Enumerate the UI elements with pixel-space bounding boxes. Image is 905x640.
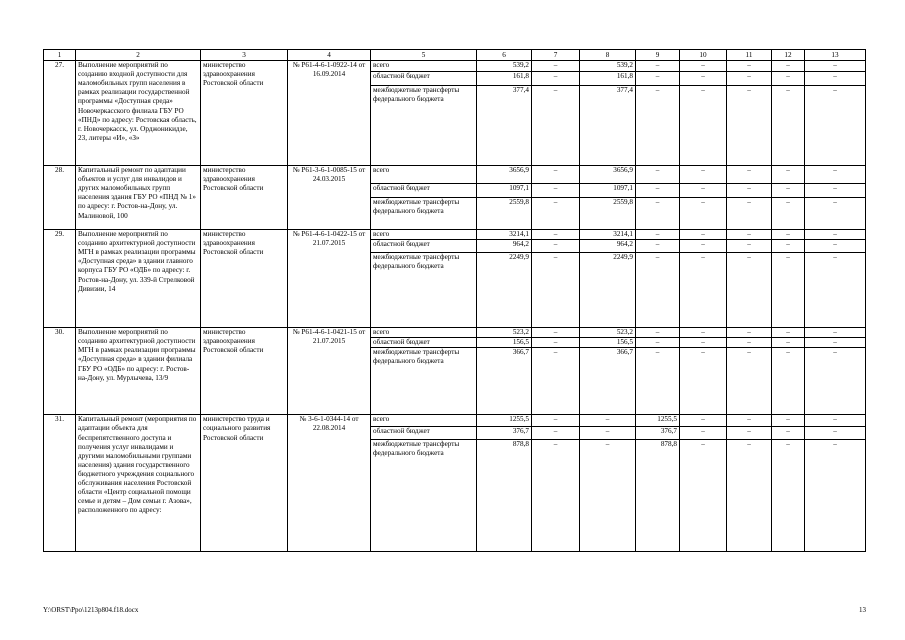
- amount-cell: 964,2: [580, 240, 636, 253]
- header-cell: 10: [680, 50, 727, 61]
- amount-cell: –: [805, 328, 866, 338]
- header-cell: 4: [288, 50, 371, 61]
- row-ministry: министерство здравоохранения Ростовской области: [201, 61, 288, 166]
- amount-cell: –: [805, 198, 866, 230]
- row-number: 29.: [44, 230, 76, 328]
- amount-cell: 376,7: [636, 427, 680, 440]
- amount-cell: –: [772, 61, 805, 72]
- amount-cell: –: [772, 72, 805, 86]
- amount-cell: 2559,8: [580, 198, 636, 230]
- amount-cell: –: [532, 230, 580, 240]
- amount-cell: 1255,5: [477, 415, 532, 427]
- amount-cell: –: [680, 338, 727, 348]
- amount-cell: 376,7: [477, 427, 532, 440]
- header-cell: 3: [201, 50, 288, 61]
- amount-cell: –: [727, 427, 772, 440]
- amount-cell: –: [772, 348, 805, 415]
- amount-cell: 377,4: [477, 86, 532, 166]
- amount-cell: –: [680, 198, 727, 230]
- header-cell: 7: [532, 50, 580, 61]
- amount-cell: –: [580, 427, 636, 440]
- amount-cell: –: [772, 440, 805, 552]
- header-cell: 5: [371, 50, 477, 61]
- row-number: 31.: [44, 415, 76, 552]
- amount-cell: 523,2: [477, 328, 532, 338]
- funding-source: областной бюджет: [371, 338, 477, 348]
- amount-cell: –: [772, 198, 805, 230]
- amount-cell: –: [636, 166, 680, 184]
- table-row: [44, 328, 866, 338]
- row-ministry: министерство здравоохранения Ростовской области: [201, 166, 288, 230]
- amount-cell: –: [532, 184, 580, 198]
- funding-source: областной бюджет: [371, 240, 477, 253]
- amount-cell: –: [727, 184, 772, 198]
- table-row: [44, 166, 866, 184]
- amount-cell: –: [532, 166, 580, 184]
- amount-cell: –: [805, 338, 866, 348]
- amount-cell: –: [636, 328, 680, 338]
- amount-cell: –: [772, 338, 805, 348]
- amount-cell: –: [532, 61, 580, 72]
- amount-cell: 1097,1: [477, 184, 532, 198]
- row-number: 28.: [44, 166, 76, 230]
- amount-cell: –: [805, 440, 866, 552]
- table-row: [44, 415, 866, 427]
- row-ministry: министерство здравоохранения Ростовской области: [201, 328, 288, 415]
- header-cell: 1: [44, 50, 76, 61]
- amount-cell: 964,2: [477, 240, 532, 253]
- table-row: [44, 61, 866, 72]
- row-ministry: министерство здравоохранения Ростовской области: [201, 230, 288, 328]
- row-name: Выполнение мероприятий по созданию архитектурной доступности МГН в рамках реализации программы «Доступная среда» в здании главного корпуса ГБУ РО «ОДБ» по адресу: г. Ростов-на-Дону, ул. 339-й Стрелковой Дивизии, 14: [76, 230, 201, 328]
- amount-cell: –: [532, 348, 580, 415]
- row-name: Капитальный ремонт (мероприятия по адаптации объекта для беспрепятственного доступа и получения услуг инвалидами и другими маломобильными группами населения) здания государственного бюджетного учреждения социального обслуживания населения Ростовской области «Центр социальной помощи семье и детям – Дом семьи г. Азова», расположенного по адресу:: [76, 415, 201, 552]
- funding-source: всего: [371, 166, 477, 184]
- row-document: № Р61-4-6-1-0922-14 от 16.09.2014: [288, 61, 371, 166]
- amount-cell: 1097,1: [580, 184, 636, 198]
- row-name: Выполнение мероприятий по созданию входной доступности для маломобильных групп населения в рамках реализации государственной программы «Доступная среда» Новочеркасского филиала ГБУ РО «ПНД» по адресу: Ростовская область, г. Новочеркасск, ул. Орджоникидзе, 23, литеры «И», «З»: [76, 61, 201, 166]
- amount-cell: –: [805, 184, 866, 198]
- amount-cell: –: [680, 253, 727, 328]
- funding-source: областной бюджет: [371, 72, 477, 86]
- funding-source: всего: [371, 328, 477, 338]
- row-name: Выполнение мероприятий по созданию архитектурной доступности МГН в рамках реализации программы «Доступная среда» в здании филиала ГБУ РО «ОДБ» по адресу: г. Ростов-на-Дону, ул. Мурлычева, 13/9: [76, 328, 201, 415]
- amount-cell: –: [636, 230, 680, 240]
- amount-cell: –: [532, 427, 580, 440]
- amount-cell: –: [805, 240, 866, 253]
- amount-cell: –: [772, 240, 805, 253]
- amount-cell: –: [580, 440, 636, 552]
- amount-cell: 377,4: [580, 86, 636, 166]
- amount-cell: 3214,1: [477, 230, 532, 240]
- amount-cell: –: [727, 72, 772, 86]
- amount-cell: –: [636, 338, 680, 348]
- funding-source: областной бюджет: [371, 427, 477, 440]
- amount-cell: –: [772, 427, 805, 440]
- amount-cell: –: [532, 253, 580, 328]
- amount-cell: –: [636, 86, 680, 166]
- amount-cell: 2249,9: [580, 253, 636, 328]
- amount-cell: –: [680, 328, 727, 338]
- amount-cell: –: [636, 348, 680, 415]
- amount-cell: 3656,9: [477, 166, 532, 184]
- header-cell: 9: [636, 50, 680, 61]
- row-document: № Р61-4-6-1-0422-15 от 21.07.2015: [288, 230, 371, 328]
- amount-cell: –: [772, 253, 805, 328]
- amount-cell: 539,2: [477, 61, 532, 72]
- amount-cell: –: [805, 230, 866, 240]
- amount-cell: –: [636, 184, 680, 198]
- amount-cell: –: [805, 427, 866, 440]
- row-document: № 3-6-1-0344-14 от 22.08.2014: [288, 415, 371, 552]
- amount-cell: –: [727, 338, 772, 348]
- header-cell: 2: [76, 50, 201, 61]
- amount-cell: –: [772, 86, 805, 166]
- amount-cell: –: [772, 328, 805, 338]
- amount-cell: –: [532, 415, 580, 427]
- amount-cell: –: [727, 440, 772, 552]
- amount-cell: –: [532, 328, 580, 338]
- amount-cell: –: [636, 253, 680, 328]
- row-number: 27.: [44, 61, 76, 166]
- table-row: [44, 230, 866, 240]
- row-number: 30.: [44, 328, 76, 415]
- amount-cell: 156,5: [477, 338, 532, 348]
- footer-file-path: Y:\ORST\Ppo\1213p804.f18.docx: [43, 606, 139, 614]
- amount-cell: 2559,8: [477, 198, 532, 230]
- funding-source: межбюджетные трансферты федерального бюджета: [371, 348, 477, 415]
- amount-cell: –: [680, 230, 727, 240]
- amount-cell: –: [727, 415, 772, 427]
- amount-cell: –: [680, 240, 727, 253]
- amount-cell: –: [680, 184, 727, 198]
- amount-cell: –: [636, 240, 680, 253]
- amount-cell: –: [532, 240, 580, 253]
- header-cell: 11: [727, 50, 772, 61]
- amount-cell: –: [727, 61, 772, 72]
- amount-cell: –: [727, 253, 772, 328]
- amount-cell: –: [805, 348, 866, 415]
- amount-cell: 366,7: [477, 348, 532, 415]
- amount-cell: –: [727, 348, 772, 415]
- row-document: № Р61-4-6-1-0421-15 от 21.07.2015: [288, 328, 371, 415]
- amount-cell: –: [727, 166, 772, 184]
- amount-cell: –: [772, 184, 805, 198]
- amount-cell: –: [680, 348, 727, 415]
- amount-cell: 878,8: [636, 440, 680, 552]
- header-row: [44, 50, 866, 61]
- amount-cell: –: [805, 72, 866, 86]
- amount-cell: –: [680, 440, 727, 552]
- funding-source: межбюджетные трансферты федерального бюджета: [371, 198, 477, 230]
- amount-cell: –: [772, 166, 805, 184]
- amount-cell: –: [636, 72, 680, 86]
- amount-cell: –: [680, 61, 727, 72]
- budget-table: [43, 49, 866, 552]
- amount-cell: –: [636, 61, 680, 72]
- funding-source: межбюджетные трансферты федерального бюджета: [371, 86, 477, 166]
- amount-cell: –: [532, 198, 580, 230]
- amount-cell: –: [805, 61, 866, 72]
- amount-cell: –: [680, 86, 727, 166]
- funding-source: областной бюджет: [371, 184, 477, 198]
- amount-cell: –: [805, 166, 866, 184]
- amount-cell: 878,8: [477, 440, 532, 552]
- amount-cell: –: [805, 415, 866, 427]
- header-cell: 8: [580, 50, 636, 61]
- amount-cell: –: [532, 338, 580, 348]
- header-cell: 6: [477, 50, 532, 61]
- amount-cell: –: [532, 440, 580, 552]
- header-cell: 12: [772, 50, 805, 61]
- funding-source: межбюджетные трансферты федерального бюджета: [371, 440, 477, 552]
- amount-cell: 2249,9: [477, 253, 532, 328]
- row-document: № Р61-3-6-1-0085-15 от 24.03.2015: [288, 166, 371, 230]
- amount-cell: –: [805, 253, 866, 328]
- amount-cell: –: [580, 415, 636, 427]
- amount-cell: 366,7: [580, 348, 636, 415]
- amount-cell: –: [680, 415, 727, 427]
- amount-cell: –: [727, 240, 772, 253]
- amount-cell: –: [727, 230, 772, 240]
- amount-cell: –: [727, 198, 772, 230]
- funding-source: всего: [371, 415, 477, 427]
- amount-cell: –: [532, 72, 580, 86]
- amount-cell: –: [636, 198, 680, 230]
- amount-cell: –: [805, 86, 866, 166]
- row-name: Капитальный ремонт по адаптации объектов и услуг для инвалидов и других маломобильных групп населения здания ГБУ РО «ПНД № 1» по адресу: г. Ростов-на-Дону, ул. Малиновой, 100: [76, 166, 201, 230]
- amount-cell: 156,5: [580, 338, 636, 348]
- amount-cell: 161,8: [580, 72, 636, 86]
- funding-source: всего: [371, 230, 477, 240]
- amount-cell: 1255,5: [636, 415, 680, 427]
- amount-cell: –: [727, 328, 772, 338]
- page-number: 13: [859, 606, 866, 614]
- amount-cell: 3656,9: [580, 166, 636, 184]
- row-ministry: министерство труда и социального развития Ростовской области: [201, 415, 288, 552]
- amount-cell: –: [727, 86, 772, 166]
- amount-cell: –: [680, 72, 727, 86]
- funding-source: всего: [371, 61, 477, 72]
- amount-cell: –: [772, 415, 805, 427]
- funding-source: межбюджетные трансферты федерального бюджета: [371, 253, 477, 328]
- amount-cell: –: [680, 427, 727, 440]
- amount-cell: –: [680, 166, 727, 184]
- amount-cell: –: [772, 230, 805, 240]
- amount-cell: 3214,1: [580, 230, 636, 240]
- amount-cell: 539,2: [580, 61, 636, 72]
- header-cell: 13: [805, 50, 866, 61]
- amount-cell: –: [532, 86, 580, 166]
- amount-cell: 161,8: [477, 72, 532, 86]
- amount-cell: 523,2: [580, 328, 636, 338]
